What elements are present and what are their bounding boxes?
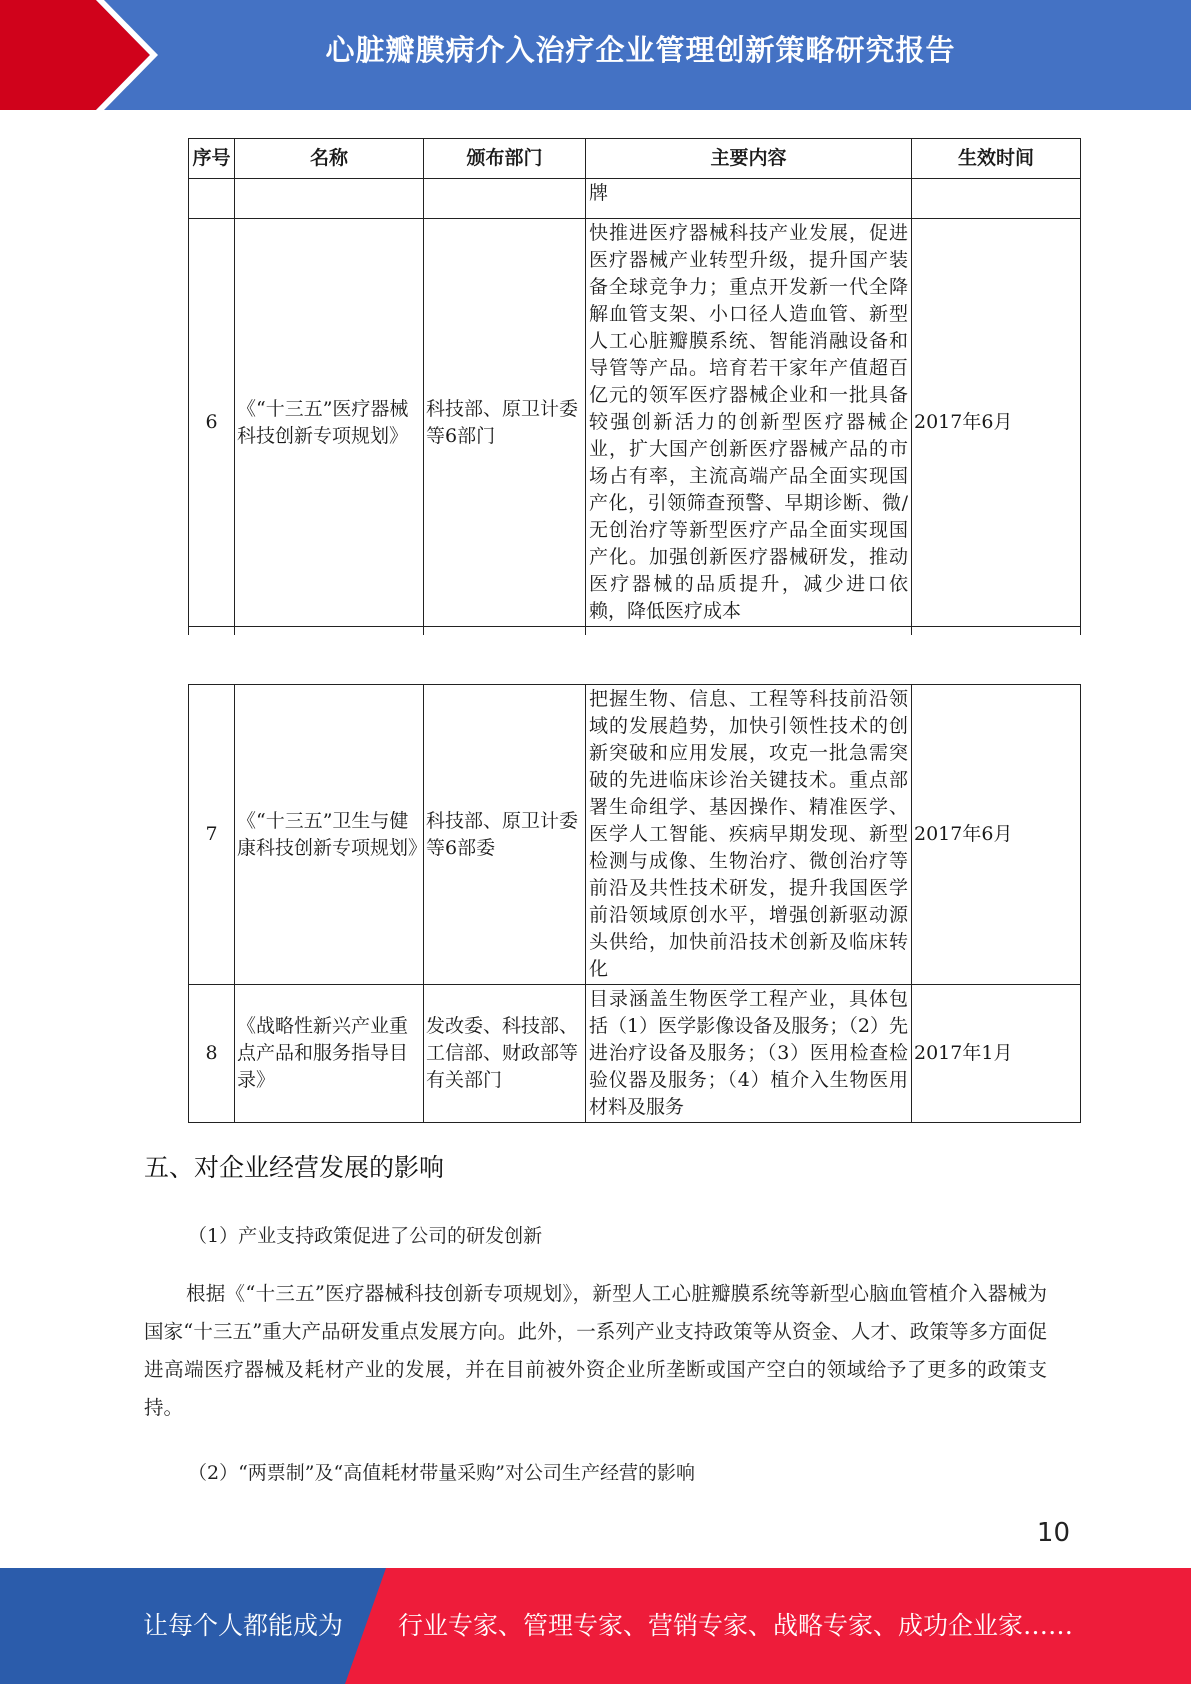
page-number: 10 xyxy=(1036,1518,1070,1548)
cell-content: 目录涵盖生物医学工程产业，具体包括（1）医学影像设备及服务；（2）先进治疗设备及服务；（3）医用检查检验仪器及服务；（4）植介入生物医用材料及服务 xyxy=(586,985,912,1123)
subheading-1: （1）产业支持政策促进了公司的研发创新 xyxy=(188,1225,543,1247)
footer-slogan-left: 让每个人都能成为 xyxy=(143,1611,344,1640)
cell-date xyxy=(912,179,1081,219)
cell-num: 8 xyxy=(189,985,235,1123)
cell-num: 6 xyxy=(189,219,235,627)
cell-content: 牌 xyxy=(586,179,912,219)
cell-dept: 发改委、科技部、工信部、财政部等有关部门 xyxy=(424,985,586,1123)
footer-banner xyxy=(0,1568,1191,1684)
cell-dept: 科技部、原卫计委等6部委 xyxy=(424,685,586,985)
cell-num xyxy=(189,179,235,219)
cell-name: 《战略性新兴产业重点产品和服务指导目录》 xyxy=(235,985,424,1123)
paragraph-1: 根据《“十三五”医疗器械科技创新专项规划》，新型人工心脏瓣膜系统等新型心脑血管植介入器械为国家“十三五”重大产品研发重点发展方向。此外，一系列产业支持政策等从资金、人才、政策等多方面促进高端医疗器械及耗材产业的发展，并在目前被外资企业所垄断或国产空白的领域给予了更多的政策支持。 xyxy=(144,1282,1047,1419)
column-header-dept: 颁布部门 xyxy=(424,139,586,179)
column-header-num: 序号 xyxy=(189,139,235,179)
column-header-content: 主要内容 xyxy=(586,139,912,179)
section-title: 五、对企业经营发展的影响 xyxy=(144,1153,445,1182)
cell-num: 7 xyxy=(189,685,235,985)
table-row xyxy=(189,685,1081,985)
report-title: 心脏瓣膜病介入治疗企业管理创新策略研究报告 xyxy=(325,33,956,67)
table-page-break-edge xyxy=(189,627,1081,635)
cell-date: 2017年6月 xyxy=(912,219,1081,627)
column-header-name: 名称 xyxy=(235,139,424,179)
policy-table-part2 xyxy=(188,684,1081,1123)
table-row xyxy=(189,985,1081,1123)
cell-content: 把握生物、信息、工程等科技前沿领域的发展趋势，加快引领性技术的创新突破和应用发展，攻克一批急需突破的先进临床诊治关键技术。重点部署生命组学、基因操作、精准医学、医学人工智能、疾病早期发现、新型检测与成像、生物治疗、微创治疗等前沿及共性技术研发，提升我国医学前沿领域原创水平，增强创新驱动源头供给，加快前沿技术创新及临床转化 xyxy=(586,685,912,985)
cell-dept xyxy=(424,179,586,219)
header-banner xyxy=(0,0,1191,110)
footer-slogan-right: 行业专家、管理专家、营销专家、战略专家、成功企业家…… xyxy=(398,1611,1074,1640)
cell-content: 快推进医疗器械科技产业发展，促进医疗器械产业转型升级，提升国产装备全球竞争力；重点开发新一代全降解血管支架、小口径人造血管、新型人工心脏瓣膜系统、智能消融设备和导管等产品。培育若干家年产值超百亿元的领军医疗器械企业和一批具备较强创新活力的创新型医疗器械企业，扩大国产创新医疗器械产品的市场占有率，主流高端产品全面实现国产化，引领筛查预警、早期诊断、微/无创治疗等新型医疗产品全面实现国产化。加强创新医疗器械研发，推动医疗器械的品质提升，减少进口依赖，降低医疗成本 xyxy=(586,219,912,627)
table-row xyxy=(189,219,1081,627)
cell-date: 2017年6月 xyxy=(912,685,1081,985)
cell-name: 《“十三五”医疗器械科技创新专项规划》 xyxy=(235,219,424,627)
column-header-date: 生效时间 xyxy=(912,139,1081,179)
table-row xyxy=(189,179,1081,219)
cell-dept: 科技部、原卫计委等6部门 xyxy=(424,219,586,627)
cell-name: 《“十三五”卫生与健康科技创新专项规划》 xyxy=(235,685,424,985)
cell-name xyxy=(235,179,424,219)
policy-table-part1 xyxy=(188,138,1081,635)
header-arrow-decoration xyxy=(0,0,160,110)
table-header-row xyxy=(189,139,1081,179)
cell-date: 2017年1月 xyxy=(912,985,1081,1123)
subheading-2: （2）“两票制”及“高值耗材带量采购”对公司生产经营的影响 xyxy=(188,1462,695,1484)
